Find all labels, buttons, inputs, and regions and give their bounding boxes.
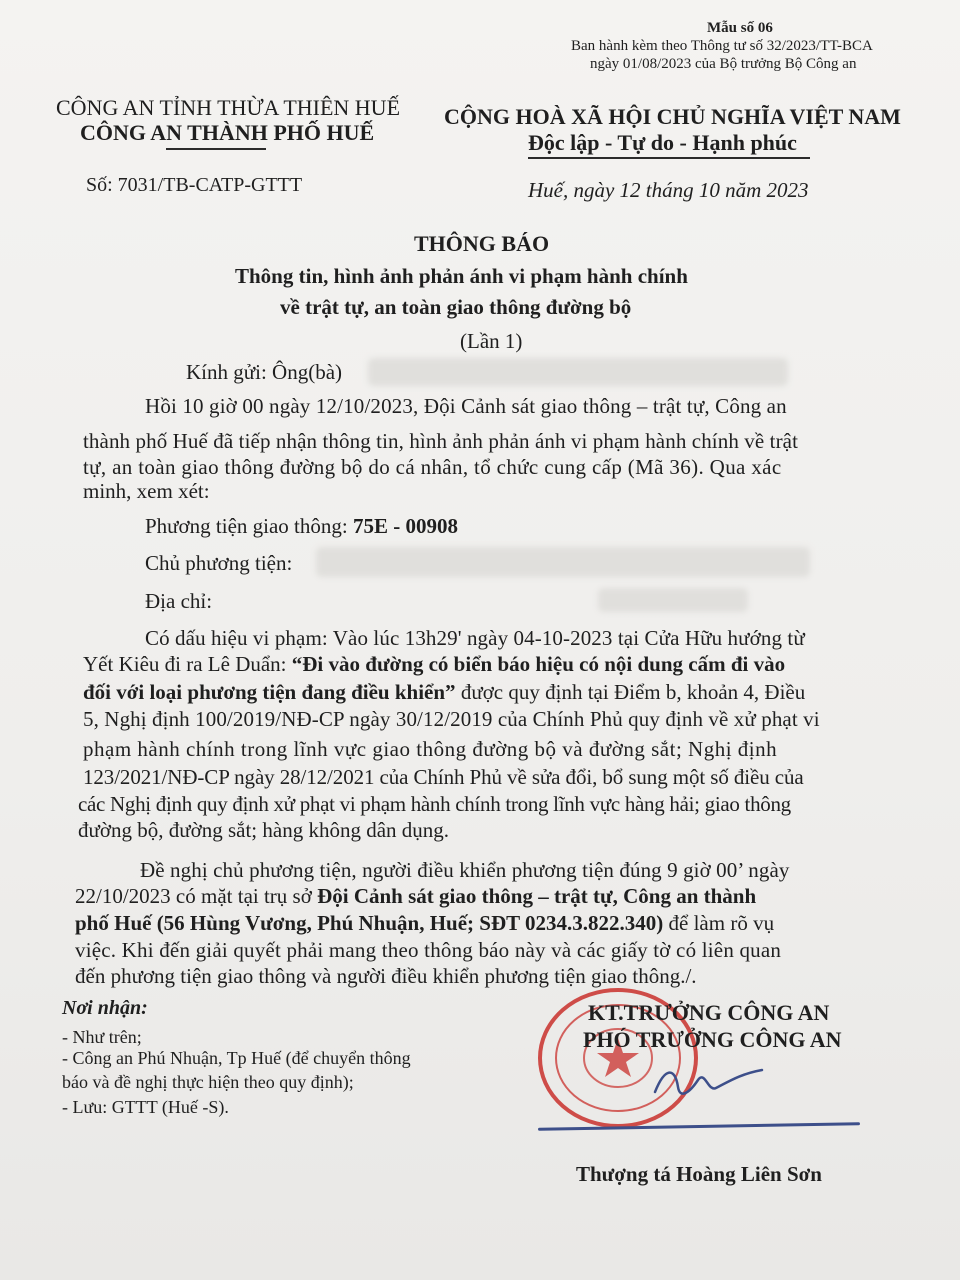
intro-line-2: thành phố Huế đã tiếp nhận thông tin, hình ảnh phản ánh vi phạm hành chính về trật [83,429,799,453]
signature-position: PHÓ TRƯỞNG CÔNG AN [583,1027,842,1052]
form-issued-line-2: ngày 01/08/2023 của Bộ trưởng Bộ Công an [590,56,857,72]
violation-line-4: 5, Nghị định 100/2019/NĐ-CP ngày 30/12/2019 của Chính Phủ quy định về xử phạt vi [83,707,820,731]
motto-underline [528,157,810,159]
violation-line-6: 123/2021/NĐ-CP ngày 28/12/2021 của Chính Phủ về sửa đổi, bổ sung một số điều của [83,765,804,789]
request-date: 22/10/2023 có mặt tại trụ sở [75,884,318,908]
state-name: CỘNG HOÀ XÃ HỘI CHỦ NGHĨA VIỆT NAM [444,104,901,129]
request-line-2 [75,884,756,909]
violation-line-8: đường bộ, đường sắt; hàng không dân dụng. [78,818,450,842]
violation-desc-1: “Đi vào đường có biển báo hiệu có nội dung cấm đi vào [291,652,786,676]
request-line-3 [75,911,774,936]
request-address: phố Huế (56 Hùng Vương, Phú Nhuận, Huế; SĐT 0234.3.822.340) [75,911,664,935]
recipients-item-2: - Công an Phú Nhuận, Tp Huế (để chuyển thông [62,1048,411,1068]
owner-label: Chủ phương tiện: [145,551,293,575]
request-line-1: Đề nghị chủ phương tiện, người điều khiển phương tiện đúng 9 giờ 00’ ngày [140,858,790,882]
violation-line-5: phạm hành chính trong lĩnh vực giao thông đường bộ và đường sắt; Nghị định [83,737,778,761]
vehicle-line [145,514,458,539]
address-label: Địa chỉ: [145,589,213,613]
violation-line-1: Có dấu hiệu vi phạm: Vào lúc 13h29' ngày 04-10-2023 tại Cửa Hữu hướng từ [145,626,805,650]
request-line-5: đến phương tiện giao thông và người điều khiển phương tiện giao thông./. [75,964,697,988]
notice-round: (Lần 1) [460,329,523,353]
request-purpose: để làm rõ vụ [663,911,775,935]
vehicle-label: Phương tiện giao thông: [145,514,353,538]
signer-name: Thượng tá Hoàng Liên Sơn [576,1162,822,1186]
recipients-title: Nơi nhận: [62,997,148,1019]
form-issued-line-1: Ban hành kèm theo Thông tư số 32/2023/TT-BCA [571,38,873,54]
recipients-item-4: - Lưu: GTTT (Huế -S). [62,1097,229,1117]
violation-line-2 [83,652,785,677]
intro-line-1: Hồi 10 giờ 00 ngày 12/10/2023, Đội Cảnh sát giao thông – trật tự, Công an [145,394,787,418]
agency-underline [166,148,266,150]
state-motto: Độc lập - Tự do - Hạnh phúc [528,130,797,155]
document-number: Số: 7031/TB-CATP-GTTT [86,174,303,196]
violation-regulation: được quy định tại Điểm b, khoản 4, Điều [455,680,806,704]
notice-subtitle-1: Thông tin, hình ảnh phản ánh vi phạm hành chính [235,264,688,288]
intro-line-3: tự, an toàn giao thông đường bộ do cá nhân, tổ chức cung cấp (Mã 36). Qua xác [83,455,782,479]
agency-parent: CÔNG AN TỈNH THỪA THIÊN HUẾ [56,95,401,120]
violation-desc-2: đối với loại phương tiện đang điều khiển” [83,680,456,704]
intro-line-4: minh, xem xét: [83,479,210,503]
notice-subtitle-2: về trật tự, an toàn giao thông đường bộ [280,295,632,319]
recipients-item-1: - Như trên; [62,1027,142,1047]
redacted-owner [316,547,810,577]
recipient-label: Kính gửi: Ông(bà) [186,360,343,384]
recipients-item-3: báo và đề nghị thực hiện theo quy định); [62,1072,354,1092]
violation-line-3 [83,680,805,705]
place-date: Huế, ngày 12 tháng 10 năm 2023 [528,178,809,202]
agency-name: CÔNG AN THÀNH PHỐ HUẾ [80,120,375,145]
notice-title: THÔNG BÁO [414,231,550,256]
violation-line-7: các Nghị định quy định xử phạt vi phạm hành chính trong lĩnh vực hàng hải; giao thông [78,792,791,816]
violation-location: Yết Kiêu đi ra Lê Duẩn: [83,652,292,676]
redacted-address [598,588,748,612]
redacted-recipient-name [368,358,788,386]
request-unit: Đội Cảnh sát giao thông – trật tự, Công an thành [317,884,757,908]
request-line-4: việc. Khi đến giải quyết phải mang theo thông báo này và các giấy tờ có liên quan [75,938,782,962]
signature-on-behalf: KT.TRƯỞNG CÔNG AN [588,1000,830,1025]
handwritten-signature [650,1062,770,1107]
form-number: Mẫu số 06 [707,20,773,36]
vehicle-plate: 75E - 00908 [352,514,458,538]
